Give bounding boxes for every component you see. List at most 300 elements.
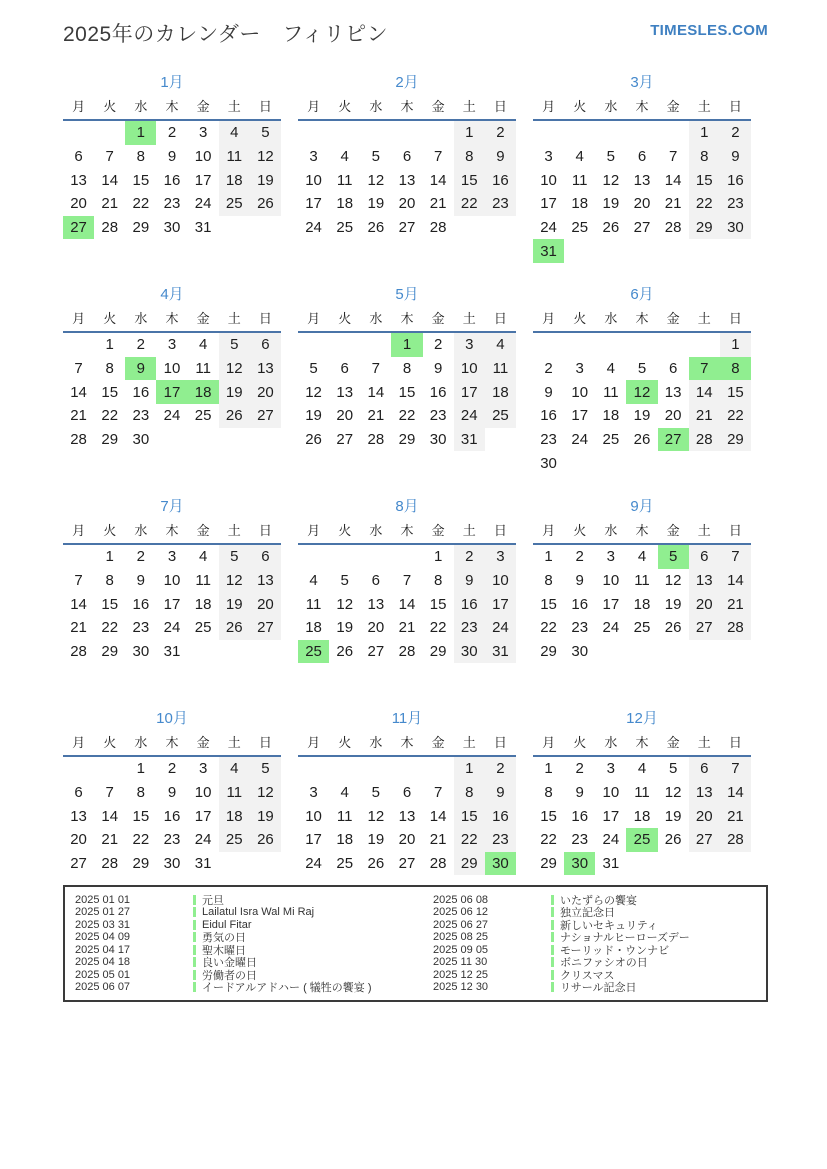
day-cell: 31 bbox=[485, 640, 516, 664]
holiday-color-bar bbox=[551, 895, 554, 905]
day-cell: 10 bbox=[602, 572, 620, 590]
month-title-may: 5月 bbox=[395, 286, 419, 303]
day-cell: 4 bbox=[340, 148, 349, 166]
day-cell: 2 bbox=[720, 121, 751, 145]
day-cell: 29 bbox=[689, 216, 720, 240]
weekday-label: 日 bbox=[258, 735, 272, 750]
day-cell: 30 bbox=[163, 855, 181, 873]
day-cell: 17 bbox=[485, 592, 516, 616]
day-cell: 19 bbox=[367, 831, 385, 849]
day-cell: 9 bbox=[433, 360, 443, 378]
day-cell: 30 bbox=[454, 640, 485, 664]
holiday-color-bar bbox=[551, 982, 554, 992]
day-cell: 29 bbox=[720, 428, 751, 452]
weekday-label: 木 bbox=[400, 311, 414, 326]
day-cell: 24 bbox=[194, 195, 212, 213]
day-cell: 4 bbox=[637, 760, 647, 778]
day-cell: 22 bbox=[429, 619, 447, 637]
day-cell: 21 bbox=[720, 592, 751, 616]
weekday-header bbox=[533, 520, 751, 545]
month-title-october: 10月 bbox=[156, 710, 188, 727]
day-cell: 16 bbox=[571, 595, 589, 613]
day-cell: 24 bbox=[305, 855, 322, 873]
day-cell: 3 bbox=[167, 336, 177, 354]
day-cell: 20 bbox=[689, 592, 720, 616]
day-cell: 1 bbox=[689, 121, 720, 145]
day-cell: 6 bbox=[637, 148, 647, 166]
day-cell: 6 bbox=[250, 333, 281, 357]
day-cell: 24 bbox=[571, 431, 589, 449]
empty-cell bbox=[533, 121, 564, 145]
day-cell: 16 bbox=[571, 807, 589, 825]
day-cell: 22 bbox=[132, 831, 150, 849]
day-cell: 13 bbox=[398, 807, 416, 825]
day-cell: 7 bbox=[402, 572, 412, 590]
day-cell: 12 bbox=[250, 145, 281, 169]
weekday-label: 月 bbox=[307, 523, 321, 538]
day-cell: 28 bbox=[664, 219, 682, 237]
empty-cell bbox=[423, 757, 454, 781]
day-cell: 2 bbox=[485, 121, 516, 145]
day-cell: 3 bbox=[454, 333, 485, 357]
weekday-label: 水 bbox=[369, 735, 383, 750]
day-cell: 12 bbox=[250, 781, 281, 805]
day-cell: 25 bbox=[194, 407, 212, 425]
legend-holiday-name: いたずらの饗宴 bbox=[560, 894, 637, 907]
day-cell: 6 bbox=[340, 360, 349, 378]
day-cell: 18 bbox=[633, 807, 651, 825]
day-cell: 26 bbox=[336, 643, 354, 661]
day-cell: 3 bbox=[309, 148, 318, 166]
day-cell: 5 bbox=[606, 148, 616, 166]
holiday-legend bbox=[63, 885, 768, 1002]
legend-date: 2025 03 31 bbox=[75, 918, 131, 931]
day-cell: 10 bbox=[485, 569, 516, 593]
weekday-label: 水 bbox=[604, 311, 618, 326]
day-cell: 16 bbox=[132, 595, 150, 613]
weekday-header bbox=[298, 732, 516, 757]
day-cell: 30 bbox=[564, 852, 595, 876]
legend-entry bbox=[73, 981, 431, 994]
empty-cell bbox=[689, 451, 720, 475]
day-cell: 2 bbox=[485, 757, 516, 781]
day-cell: 27 bbox=[689, 828, 720, 852]
weekday-label: 水 bbox=[134, 735, 148, 750]
weekday-label: 月 bbox=[542, 523, 556, 538]
day-cell: 18 bbox=[571, 195, 589, 213]
day-cell: 4 bbox=[198, 336, 208, 354]
day-cell: 8 bbox=[454, 145, 485, 169]
day-cell: 1 bbox=[454, 121, 485, 145]
day-cell: 4 bbox=[637, 548, 647, 566]
days-grid bbox=[533, 757, 751, 875]
month-december bbox=[533, 708, 751, 875]
legend-date: 2025 04 17 bbox=[75, 943, 131, 956]
empty-cell bbox=[188, 428, 219, 452]
empty-cell bbox=[94, 121, 125, 145]
day-cell: 18 bbox=[219, 804, 250, 828]
timesles-logo[interactable]: TIMESLES.COM bbox=[650, 22, 768, 39]
day-cell: 20 bbox=[398, 195, 416, 213]
day-cell: 16 bbox=[454, 592, 485, 616]
weekday-label: 土 bbox=[227, 735, 241, 750]
day-cell: 23 bbox=[454, 616, 485, 640]
weekday-label: 火 bbox=[338, 311, 352, 326]
day-cell: 17 bbox=[540, 195, 557, 213]
day-cell: 6 bbox=[689, 545, 720, 569]
month-title-march: 3月 bbox=[630, 74, 654, 91]
weekday-header bbox=[63, 732, 281, 757]
day-cell: 23 bbox=[132, 407, 150, 425]
legend-date: 2025 01 27 bbox=[75, 906, 131, 919]
day-cell: 10 bbox=[540, 171, 557, 189]
day-cell: 15 bbox=[398, 383, 416, 401]
days-grid bbox=[533, 121, 751, 263]
day-cell: 13 bbox=[398, 171, 416, 189]
legend-entry bbox=[431, 981, 758, 994]
day-cell: 18 bbox=[336, 831, 354, 849]
day-cell: 25 bbox=[626, 828, 657, 852]
day-cell: 23 bbox=[429, 407, 447, 425]
weekday-label: 日 bbox=[728, 99, 742, 114]
day-cell: 13 bbox=[633, 171, 651, 189]
day-cell: 7 bbox=[433, 784, 443, 802]
empty-cell bbox=[360, 121, 391, 145]
day-cell: 15 bbox=[132, 171, 150, 189]
day-cell: 15 bbox=[429, 595, 447, 613]
day-cell: 5 bbox=[371, 784, 381, 802]
day-cell: 9 bbox=[575, 572, 584, 590]
weekday-label: 木 bbox=[165, 99, 179, 114]
weekday-header bbox=[533, 308, 751, 333]
weekday-label: 水 bbox=[369, 311, 383, 326]
day-cell: 24 bbox=[194, 831, 212, 849]
day-cell: 30 bbox=[132, 431, 150, 449]
empty-cell bbox=[219, 640, 250, 664]
day-cell: 14 bbox=[429, 171, 447, 189]
day-cell: 20 bbox=[336, 407, 354, 425]
weekday-label: 水 bbox=[604, 735, 618, 750]
empty-cell bbox=[658, 239, 689, 263]
day-cell: 30 bbox=[485, 852, 516, 876]
day-cell: 12 bbox=[305, 383, 322, 401]
holiday-color-bar bbox=[193, 957, 196, 967]
weekday-label: 月 bbox=[307, 735, 321, 750]
days-grid bbox=[298, 757, 516, 875]
empty-cell bbox=[360, 757, 391, 781]
month-title-february: 2月 bbox=[395, 74, 419, 91]
day-cell: 5 bbox=[219, 333, 250, 357]
empty-cell bbox=[485, 216, 516, 240]
weekday-label: 月 bbox=[542, 735, 556, 750]
day-cell: 16 bbox=[132, 383, 150, 401]
day-cell: 6 bbox=[402, 784, 412, 802]
holiday-color-bar bbox=[193, 907, 196, 917]
day-cell: 17 bbox=[571, 407, 589, 425]
day-cell: 29 bbox=[132, 219, 150, 237]
weekday-label: 土 bbox=[697, 99, 711, 114]
day-cell: 19 bbox=[219, 592, 250, 616]
day-cell: 26 bbox=[219, 404, 250, 428]
day-cell: 11 bbox=[195, 572, 211, 590]
day-cell: 24 bbox=[540, 219, 557, 237]
day-cell: 19 bbox=[602, 195, 620, 213]
day-cell: 20 bbox=[398, 831, 416, 849]
empty-cell bbox=[689, 333, 720, 357]
legend-holiday-name: 聖木曜日 bbox=[202, 944, 246, 957]
day-cell: 22 bbox=[454, 828, 485, 852]
day-cell: 23 bbox=[163, 195, 181, 213]
empty-cell bbox=[626, 121, 657, 145]
legend-date: 2025 04 18 bbox=[75, 956, 131, 969]
day-cell: 13 bbox=[689, 781, 720, 805]
day-cell: 11 bbox=[336, 171, 353, 189]
day-cell: 8 bbox=[454, 781, 485, 805]
weekday-label: 火 bbox=[573, 523, 587, 538]
day-cell: 27 bbox=[63, 216, 94, 240]
day-cell: 25 bbox=[219, 828, 250, 852]
legend-entry bbox=[73, 931, 431, 944]
day-cell: 3 bbox=[198, 124, 208, 142]
day-cell: 4 bbox=[219, 757, 250, 781]
day-cell: 28 bbox=[720, 828, 751, 852]
day-cell: 9 bbox=[167, 148, 177, 166]
empty-cell bbox=[360, 545, 391, 569]
day-cell: 10 bbox=[163, 360, 181, 378]
empty-cell bbox=[63, 121, 94, 145]
day-cell: 16 bbox=[429, 383, 447, 401]
day-cell: 23 bbox=[540, 431, 557, 449]
day-cell: 7 bbox=[720, 545, 751, 569]
day-cell: 17 bbox=[602, 807, 620, 825]
legend-date: 2025 12 30 bbox=[433, 981, 489, 994]
weekday-label: 日 bbox=[493, 735, 507, 750]
empty-cell bbox=[250, 428, 281, 452]
day-cell: 2 bbox=[454, 545, 485, 569]
day-cell: 15 bbox=[540, 807, 557, 825]
day-cell: 5 bbox=[250, 757, 281, 781]
day-cell: 14 bbox=[367, 383, 385, 401]
day-cell: 24 bbox=[485, 616, 516, 640]
empty-cell bbox=[298, 757, 329, 781]
day-cell: 14 bbox=[429, 807, 447, 825]
weekday-label: 木 bbox=[400, 99, 414, 114]
day-cell: 21 bbox=[429, 831, 447, 849]
day-cell: 19 bbox=[250, 804, 281, 828]
weekday-header bbox=[533, 96, 751, 121]
days-grid bbox=[63, 333, 281, 451]
legend-holiday-name: モーリッド・ウンナビ bbox=[560, 944, 670, 957]
weekday-label: 土 bbox=[462, 735, 476, 750]
day-cell: 21 bbox=[429, 195, 447, 213]
day-cell: 22 bbox=[101, 407, 119, 425]
day-cell: 3 bbox=[198, 760, 208, 778]
weekday-label: 水 bbox=[134, 523, 148, 538]
day-cell: 12 bbox=[626, 380, 657, 404]
day-cell: 8 bbox=[136, 784, 146, 802]
day-cell: 13 bbox=[336, 383, 354, 401]
empty-cell bbox=[63, 757, 94, 781]
days-grid bbox=[533, 333, 751, 475]
day-cell: 2 bbox=[167, 124, 177, 142]
page-title: 2025年のカレンダー フィリピン bbox=[63, 23, 389, 46]
weekday-label: 月 bbox=[307, 311, 321, 326]
weekday-label: 金 bbox=[431, 523, 445, 538]
legend-entry bbox=[73, 893, 431, 906]
day-cell: 9 bbox=[544, 383, 553, 401]
empty-cell bbox=[626, 852, 657, 876]
day-cell: 4 bbox=[606, 360, 616, 378]
day-cell: 22 bbox=[101, 619, 119, 637]
day-cell: 21 bbox=[70, 619, 87, 637]
legend-date: 2025 01 01 bbox=[75, 893, 131, 906]
weekday-label: 日 bbox=[493, 523, 507, 538]
legend-holiday-name: 勇気の日 bbox=[202, 932, 246, 945]
day-cell: 17 bbox=[602, 595, 620, 613]
legend-holiday-name: 元旦 bbox=[202, 894, 224, 907]
empty-cell bbox=[329, 757, 360, 781]
day-cell: 4 bbox=[219, 121, 250, 145]
month-september bbox=[533, 496, 751, 708]
legend-date: 2025 05 01 bbox=[75, 968, 131, 981]
day-cell: 1 bbox=[544, 548, 553, 566]
weekday-label: 木 bbox=[635, 99, 649, 114]
weekday-label: 月 bbox=[72, 311, 86, 326]
day-cell: 2 bbox=[544, 360, 553, 378]
day-cell: 21 bbox=[367, 407, 385, 425]
day-cell: 12 bbox=[664, 784, 682, 802]
day-cell: 2 bbox=[433, 336, 443, 354]
weekday-label: 火 bbox=[103, 735, 117, 750]
day-cell: 14 bbox=[70, 383, 87, 401]
month-title-september: 9月 bbox=[630, 498, 654, 515]
days-grid bbox=[63, 121, 281, 239]
empty-cell bbox=[658, 121, 689, 145]
weekday-label: 火 bbox=[338, 735, 352, 750]
weekday-header bbox=[63, 520, 281, 545]
day-cell: 12 bbox=[219, 569, 250, 593]
day-cell: 15 bbox=[101, 383, 119, 401]
day-cell: 25 bbox=[485, 404, 516, 428]
day-cell: 13 bbox=[70, 171, 87, 189]
day-cell: 6 bbox=[74, 784, 83, 802]
empty-cell bbox=[626, 333, 657, 357]
empty-cell bbox=[720, 451, 751, 475]
day-cell: 10 bbox=[454, 357, 485, 381]
weekday-label: 土 bbox=[697, 311, 711, 326]
month-july bbox=[63, 496, 281, 708]
day-cell: 2 bbox=[136, 336, 146, 354]
weekday-label: 水 bbox=[369, 523, 383, 538]
empty-cell bbox=[626, 640, 657, 664]
day-cell: 25 bbox=[219, 192, 250, 216]
day-cell: 6 bbox=[250, 545, 281, 569]
day-cell: 17 bbox=[305, 831, 322, 849]
day-cell: 16 bbox=[720, 168, 751, 192]
day-cell: 21 bbox=[664, 195, 682, 213]
day-cell: 2 bbox=[575, 760, 584, 778]
weekday-label: 木 bbox=[635, 735, 649, 750]
empty-cell bbox=[658, 333, 689, 357]
day-cell: 2 bbox=[167, 760, 177, 778]
day-cell: 5 bbox=[250, 121, 281, 145]
empty-cell bbox=[454, 216, 485, 240]
day-cell: 11 bbox=[634, 572, 650, 590]
weekday-label: 土 bbox=[697, 735, 711, 750]
day-cell: 9 bbox=[485, 145, 516, 169]
day-cell: 6 bbox=[371, 572, 381, 590]
legend-date: 2025 09 05 bbox=[433, 943, 489, 956]
day-cell: 22 bbox=[454, 192, 485, 216]
legend-date: 2025 11 30 bbox=[433, 956, 488, 969]
empty-cell bbox=[298, 545, 329, 569]
month-title-august: 8月 bbox=[395, 498, 419, 515]
weekday-label: 月 bbox=[542, 311, 556, 326]
day-cell: 26 bbox=[367, 855, 385, 873]
day-cell: 9 bbox=[485, 781, 516, 805]
weekday-header bbox=[298, 96, 516, 121]
day-cell: 15 bbox=[454, 168, 485, 192]
day-cell: 8 bbox=[402, 360, 412, 378]
day-cell: 1 bbox=[720, 333, 751, 357]
day-cell: 1 bbox=[105, 548, 114, 566]
day-cell: 28 bbox=[429, 855, 447, 873]
day-cell: 15 bbox=[540, 595, 557, 613]
legend-holiday-name: 良い金曜日 bbox=[202, 957, 257, 970]
day-cell: 13 bbox=[250, 569, 281, 593]
legend-holiday-name: 新しいセキュリティ bbox=[560, 919, 658, 932]
day-cell: 11 bbox=[603, 383, 619, 401]
empty-cell bbox=[720, 640, 751, 664]
empty-cell bbox=[329, 545, 360, 569]
day-cell: 18 bbox=[336, 195, 354, 213]
day-cell: 28 bbox=[689, 428, 720, 452]
day-cell: 10 bbox=[194, 784, 212, 802]
empty-cell bbox=[595, 333, 626, 357]
day-cell: 27 bbox=[70, 855, 87, 873]
day-cell: 22 bbox=[132, 195, 150, 213]
day-cell: 29 bbox=[101, 643, 119, 661]
day-cell: 6 bbox=[689, 757, 720, 781]
month-may bbox=[298, 284, 516, 496]
empty-cell bbox=[564, 121, 595, 145]
days-grid bbox=[298, 333, 516, 451]
weekday-label: 金 bbox=[196, 311, 210, 326]
day-cell: 26 bbox=[633, 431, 651, 449]
holiday-color-bar bbox=[551, 920, 554, 930]
empty-cell bbox=[329, 121, 360, 145]
day-cell: 23 bbox=[571, 831, 589, 849]
weekday-label: 木 bbox=[635, 311, 649, 326]
legend-holiday-name: Eidul Fitar bbox=[202, 918, 252, 931]
empty-cell bbox=[219, 428, 250, 452]
weekday-label: 土 bbox=[462, 523, 476, 538]
day-cell: 19 bbox=[367, 195, 385, 213]
day-cell: 3 bbox=[606, 548, 616, 566]
day-cell: 3 bbox=[485, 545, 516, 569]
weekday-label: 木 bbox=[165, 523, 179, 538]
day-cell: 5 bbox=[340, 572, 349, 590]
day-cell: 10 bbox=[163, 572, 181, 590]
day-cell: 16 bbox=[485, 168, 516, 192]
day-cell: 25 bbox=[336, 855, 354, 873]
day-cell: 12 bbox=[367, 171, 385, 189]
day-cell: 30 bbox=[163, 219, 181, 237]
legend-entry bbox=[73, 918, 431, 931]
legend-date: 2025 06 07 bbox=[75, 981, 131, 994]
day-cell: 12 bbox=[602, 171, 620, 189]
legend-date: 2025 06 12 bbox=[433, 906, 489, 919]
